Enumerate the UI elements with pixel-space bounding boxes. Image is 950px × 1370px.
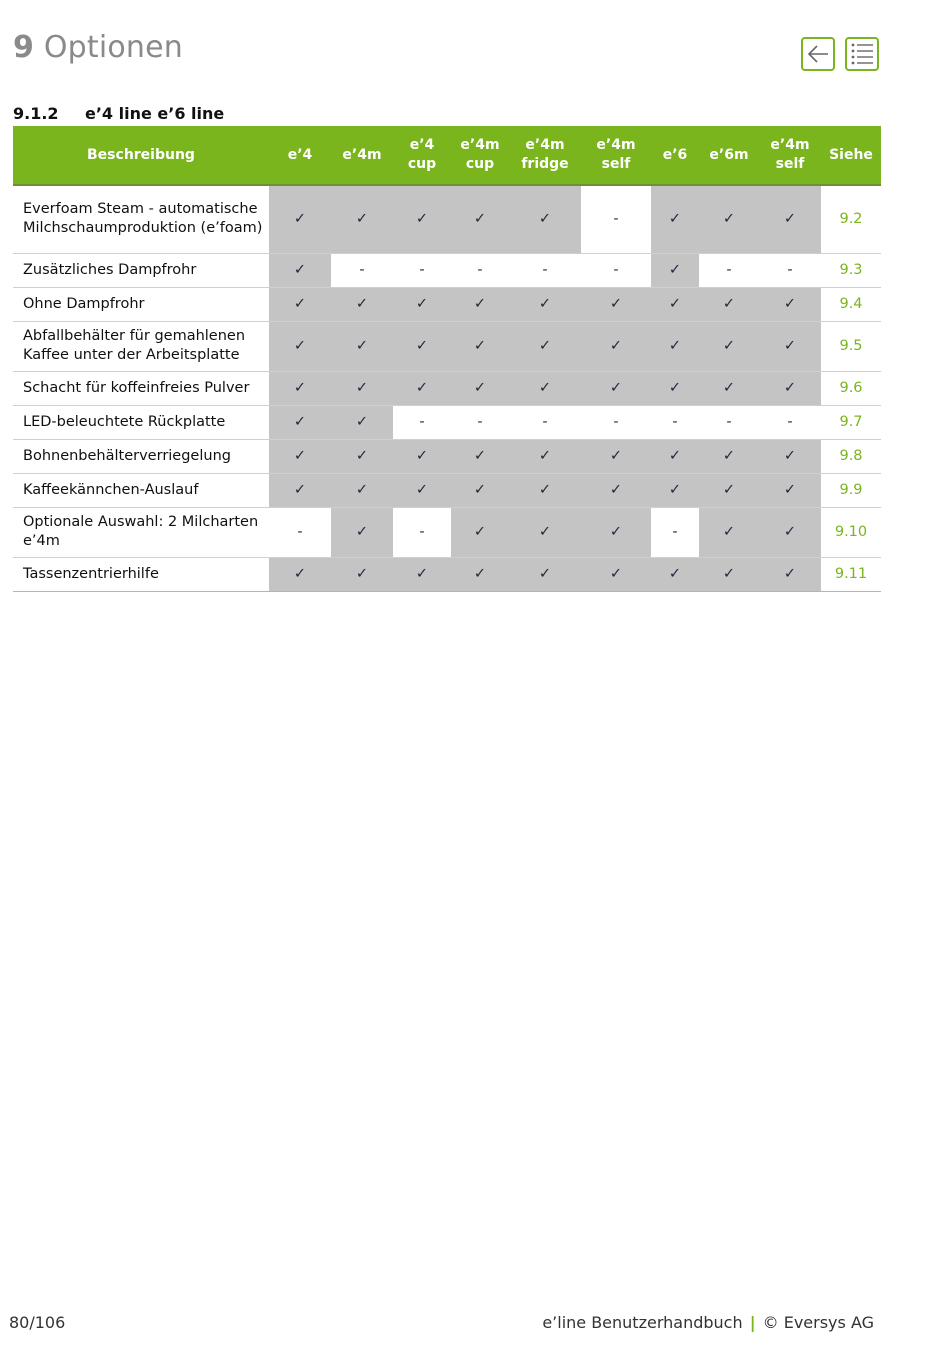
not-available-cell: -	[509, 405, 581, 439]
available-cell: ✓	[651, 557, 699, 591]
available-cell: ✓	[699, 473, 759, 507]
available-cell: ✓	[269, 371, 331, 405]
table-row	[13, 371, 881, 405]
row-description: Schacht für koffeinfreies Pulver	[13, 371, 269, 405]
available-cell: ✓	[699, 185, 759, 253]
available-cell: ✓	[759, 185, 821, 253]
available-cell: ✓	[331, 557, 393, 591]
section-heading	[13, 104, 224, 123]
available-cell: ✓	[651, 287, 699, 321]
available-cell: ✓	[269, 185, 331, 253]
available-cell: ✓	[393, 321, 451, 371]
arrow-left-icon	[803, 39, 833, 69]
reference-link[interactable]: 9.4	[821, 287, 881, 321]
available-cell: ✓	[759, 321, 821, 371]
available-cell: ✓	[269, 253, 331, 287]
available-cell: ✓	[759, 507, 821, 557]
available-cell: ✓	[699, 371, 759, 405]
column-header: Siehe	[821, 126, 881, 185]
options-table	[13, 126, 881, 592]
available-cell: ✓	[651, 439, 699, 473]
reference-link[interactable]: 9.3	[821, 253, 881, 287]
available-cell: ✓	[699, 507, 759, 557]
not-available-cell: -	[759, 253, 821, 287]
footer-title	[542, 1313, 874, 1332]
not-available-cell: -	[393, 405, 451, 439]
page-number: 80/106	[9, 1313, 66, 1332]
available-cell: ✓	[699, 287, 759, 321]
available-cell: ✓	[331, 371, 393, 405]
table-row	[13, 507, 881, 557]
chapter-number: 9	[13, 30, 35, 65]
available-cell: ✓	[581, 507, 651, 557]
row-description: Everfoam Steam - automatische Milchschaumproduktion (e’foam)	[13, 185, 269, 253]
back-button[interactable]	[801, 37, 835, 71]
row-description: Kaffeekännchen-Auslauf	[13, 473, 269, 507]
available-cell: ✓	[451, 321, 509, 371]
not-available-cell: -	[699, 405, 759, 439]
available-cell: ✓	[269, 439, 331, 473]
not-available-cell: -	[393, 507, 451, 557]
list-icon	[847, 39, 877, 69]
manual-name: e’line Benutzerhandbuch	[542, 1313, 743, 1332]
table-of-contents-button[interactable]	[845, 37, 879, 71]
reference-link[interactable]: 9.10	[821, 507, 881, 557]
available-cell: ✓	[759, 473, 821, 507]
available-cell: ✓	[581, 371, 651, 405]
row-description: LED-beleuchtete Rückplatte	[13, 405, 269, 439]
not-available-cell: -	[699, 253, 759, 287]
available-cell: ✓	[451, 557, 509, 591]
available-cell: ✓	[451, 507, 509, 557]
not-available-cell: -	[581, 185, 651, 253]
available-cell: ✓	[269, 321, 331, 371]
table-header-row	[13, 126, 881, 185]
section-title: e’4 line e’6 line	[85, 104, 225, 123]
available-cell: ✓	[451, 439, 509, 473]
available-cell: ✓	[651, 253, 699, 287]
not-available-cell: -	[581, 253, 651, 287]
available-cell: ✓	[509, 439, 581, 473]
available-cell: ✓	[651, 473, 699, 507]
available-cell: ✓	[509, 321, 581, 371]
available-cell: ✓	[699, 557, 759, 591]
column-header: e’4m cup	[451, 126, 509, 185]
not-available-cell: -	[393, 253, 451, 287]
not-available-cell: -	[651, 405, 699, 439]
available-cell: ✓	[509, 557, 581, 591]
available-cell: ✓	[269, 473, 331, 507]
not-available-cell: -	[581, 405, 651, 439]
available-cell: ✓	[581, 557, 651, 591]
available-cell: ✓	[269, 287, 331, 321]
table-row	[13, 557, 881, 591]
available-cell: ✓	[393, 371, 451, 405]
available-cell: ✓	[759, 439, 821, 473]
not-available-cell: -	[759, 405, 821, 439]
available-cell: ✓	[393, 557, 451, 591]
available-cell: ✓	[759, 287, 821, 321]
row-description: Ohne Dampfrohr	[13, 287, 269, 321]
available-cell: ✓	[393, 287, 451, 321]
available-cell: ✓	[451, 185, 509, 253]
available-cell: ✓	[393, 439, 451, 473]
reference-link[interactable]: 9.6	[821, 371, 881, 405]
available-cell: ✓	[393, 185, 451, 253]
available-cell: ✓	[393, 473, 451, 507]
available-cell: ✓	[331, 507, 393, 557]
available-cell: ✓	[331, 405, 393, 439]
reference-link[interactable]: 9.11	[821, 557, 881, 591]
available-cell: ✓	[759, 371, 821, 405]
available-cell: ✓	[331, 439, 393, 473]
not-available-cell: -	[331, 253, 393, 287]
table-row	[13, 321, 881, 371]
reference-link[interactable]: 9.2	[821, 185, 881, 253]
available-cell: ✓	[269, 405, 331, 439]
column-header: e’4m self	[581, 126, 651, 185]
column-header-description: Beschreibung	[13, 126, 269, 185]
column-header: e’4	[269, 126, 331, 185]
available-cell: ✓	[509, 371, 581, 405]
not-available-cell: -	[651, 507, 699, 557]
footer-separator: |	[749, 1313, 756, 1332]
available-cell: ✓	[651, 371, 699, 405]
available-cell: ✓	[699, 321, 759, 371]
section-number: 9.1.2	[13, 104, 59, 123]
row-description: Bohnenbehälterverriegelung	[13, 439, 269, 473]
not-available-cell: -	[509, 253, 581, 287]
table-row	[13, 439, 881, 473]
not-available-cell: -	[269, 507, 331, 557]
available-cell: ✓	[451, 473, 509, 507]
row-description: Optionale Auswahl: 2 Milcharten e’4m	[13, 507, 269, 557]
column-header: e’4m	[331, 126, 393, 185]
reference-link[interactable]: 9.8	[821, 439, 881, 473]
reference-link[interactable]: 9.7	[821, 405, 881, 439]
column-header: e’4m fridge	[509, 126, 581, 185]
table-row	[13, 253, 881, 287]
available-cell: ✓	[651, 321, 699, 371]
table-row	[13, 185, 881, 253]
available-cell: ✓	[509, 507, 581, 557]
column-header: e’6m	[699, 126, 759, 185]
reference-link[interactable]: 9.5	[821, 321, 881, 371]
available-cell: ✓	[331, 185, 393, 253]
available-cell: ✓	[581, 321, 651, 371]
available-cell: ✓	[451, 287, 509, 321]
available-cell: ✓	[269, 557, 331, 591]
available-cell: ✓	[581, 287, 651, 321]
available-cell: ✓	[509, 287, 581, 321]
row-description: Zusätzliches Dampfrohr	[13, 253, 269, 287]
table-row	[13, 405, 881, 439]
chapter-title-text: Optionen	[43, 30, 184, 65]
not-available-cell: -	[451, 405, 509, 439]
available-cell: ✓	[509, 473, 581, 507]
available-cell: ✓	[759, 557, 821, 591]
row-description: Tassenzentrierhilfe	[13, 557, 269, 591]
row-description: Abfallbehälter für gemahlenen Kaffee unter der Arbeitsplatte	[13, 321, 269, 371]
column-header: e’4 cup	[393, 126, 451, 185]
not-available-cell: -	[451, 253, 509, 287]
table-row	[13, 473, 881, 507]
available-cell: ✓	[581, 473, 651, 507]
available-cell: ✓	[331, 321, 393, 371]
chapter-title	[13, 30, 183, 65]
copyright: © Eversys AG	[762, 1313, 874, 1332]
available-cell: ✓	[699, 439, 759, 473]
available-cell: ✓	[651, 185, 699, 253]
table-row	[13, 287, 881, 321]
column-header: e’6	[651, 126, 699, 185]
available-cell: ✓	[581, 439, 651, 473]
available-cell: ✓	[509, 185, 581, 253]
available-cell: ✓	[331, 473, 393, 507]
column-header: e’4m self	[759, 126, 821, 185]
reference-link[interactable]: 9.9	[821, 473, 881, 507]
available-cell: ✓	[331, 287, 393, 321]
available-cell: ✓	[451, 371, 509, 405]
